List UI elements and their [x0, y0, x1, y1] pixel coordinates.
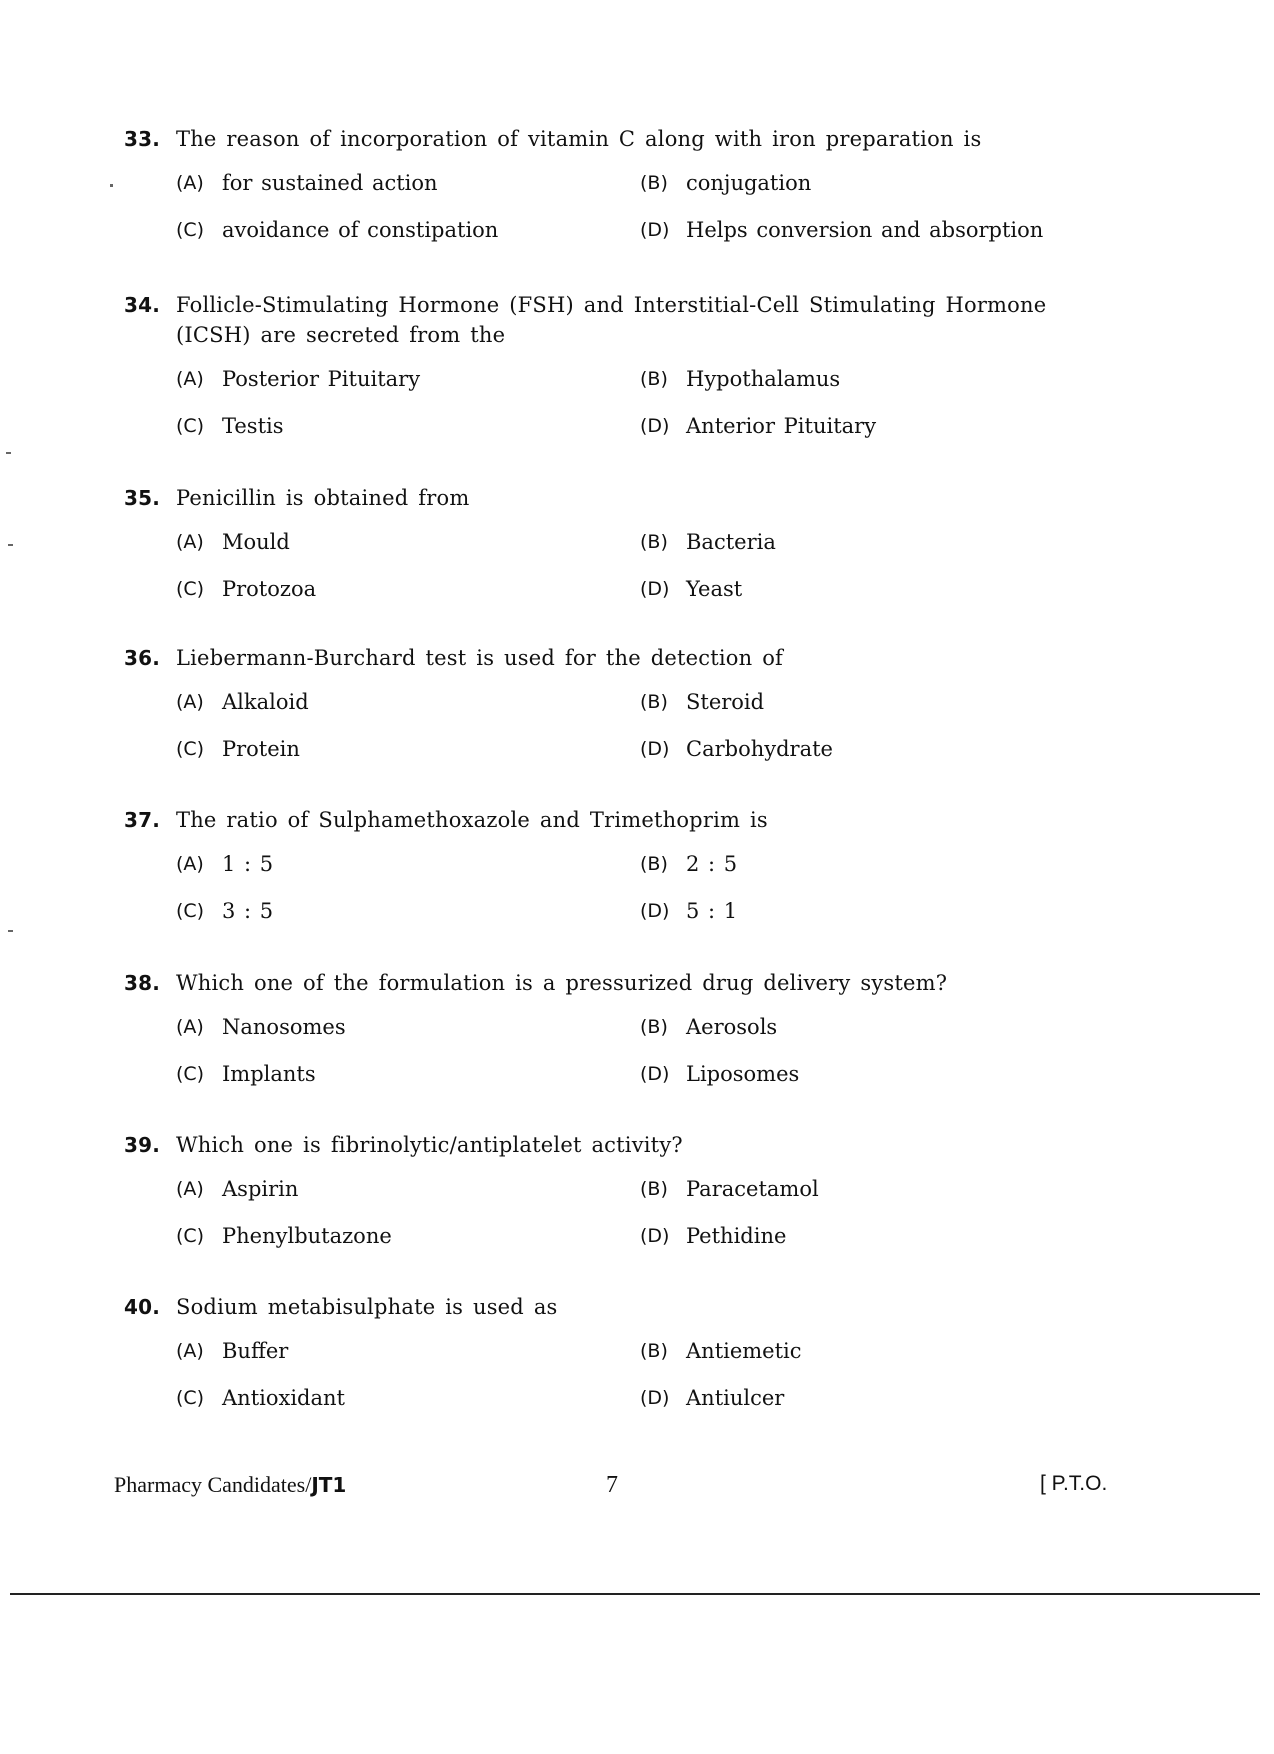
- option-label: (A): [176, 368, 204, 390]
- option-b: [640, 687, 1140, 717]
- question-34: [124, 290, 1124, 441]
- question-text: The ratio of Sulphamethoxazole and Trimethoprim is: [176, 808, 768, 832]
- options-grid: [176, 527, 1124, 604]
- option-b: [640, 849, 1140, 879]
- option-label: (D): [640, 219, 670, 241]
- option-d: [640, 1059, 1140, 1089]
- option-text: Bacteria: [686, 530, 776, 554]
- option-text: Antiulcer: [686, 1386, 785, 1410]
- question-36: [124, 643, 1124, 764]
- scan-speck: [6, 452, 11, 454]
- option-text: Helps conversion and absorption: [686, 218, 1044, 242]
- question-number: 35.: [124, 486, 161, 510]
- question-text: Liebermann-Burchard test is used for the detection of: [176, 646, 784, 670]
- option-label: (D): [640, 578, 670, 600]
- option-text: for sustained action: [222, 171, 438, 195]
- option-text: Phenylbutazone: [222, 1224, 392, 1248]
- option-d: [640, 1383, 1140, 1413]
- question-38: [124, 968, 1124, 1089]
- question-text: Follicle-Stimulating Hormone (FSH) and Interstitial-Cell Stimulating Hormone (ICSH) are secreted from the: [176, 293, 1047, 347]
- footer-prefix: Pharmacy Candidates/: [114, 1472, 312, 1497]
- option-a: [176, 849, 640, 879]
- option-label: (D): [640, 415, 670, 437]
- option-d: [640, 215, 1140, 245]
- option-text: Anterior Pituitary: [686, 414, 877, 438]
- question-stem: [124, 1292, 1124, 1322]
- options-grid: [176, 849, 1124, 926]
- option-label: (D): [640, 1387, 670, 1409]
- option-c: [176, 1383, 640, 1413]
- option-b: [640, 1012, 1140, 1042]
- option-a: [176, 364, 640, 394]
- option-b: [640, 364, 1140, 394]
- question-stem: [124, 483, 1124, 513]
- option-text: 2 : 5: [686, 852, 738, 876]
- option-label: (B): [640, 531, 668, 553]
- option-label: (A): [176, 853, 204, 875]
- option-text: conjugation: [686, 171, 812, 195]
- option-label: (B): [640, 691, 668, 713]
- question-33: [124, 124, 1124, 245]
- option-label: (C): [176, 900, 205, 922]
- scan-speck: [8, 930, 13, 932]
- question-text: Which one is fibrinolytic/antiplatelet activity?: [176, 1133, 683, 1157]
- option-a: [176, 527, 640, 557]
- option-text: Aerosols: [686, 1015, 778, 1039]
- option-label: (B): [640, 853, 668, 875]
- options-grid: [176, 168, 1124, 245]
- option-text: Paracetamol: [686, 1177, 819, 1201]
- option-b: [640, 527, 1140, 557]
- option-label: (A): [176, 1340, 204, 1362]
- question-39: [124, 1130, 1124, 1251]
- option-c: [176, 896, 640, 926]
- question-35: [124, 483, 1124, 604]
- option-label: (C): [176, 415, 205, 437]
- question-number: 37.: [124, 808, 161, 832]
- option-text: Carbohydrate: [686, 737, 833, 761]
- question-stem: [124, 643, 1124, 673]
- question-number: 36.: [124, 646, 161, 670]
- option-label: (D): [640, 738, 670, 760]
- option-label: (A): [176, 691, 204, 713]
- option-label: (C): [176, 219, 205, 241]
- bottom-rule: [10, 1593, 1260, 1595]
- question-stem: [124, 1130, 1124, 1160]
- question-stem: [124, 805, 1124, 835]
- option-label: (C): [176, 578, 205, 600]
- footer-code: JT1: [311, 1473, 347, 1497]
- option-text: Liposomes: [686, 1062, 800, 1086]
- option-a: [176, 1174, 640, 1204]
- option-c: [176, 411, 640, 441]
- option-text: Protein: [222, 737, 300, 761]
- option-label: (B): [640, 1178, 668, 1200]
- option-label: (A): [176, 172, 204, 194]
- option-label: (B): [640, 172, 668, 194]
- option-label: (B): [640, 1340, 668, 1362]
- option-label: (A): [176, 531, 204, 553]
- question-37: [124, 805, 1124, 926]
- question-stem: [124, 290, 1124, 350]
- option-d: [640, 896, 1140, 926]
- options-grid: [176, 1336, 1124, 1413]
- option-c: [176, 1059, 640, 1089]
- option-text: Protozoa: [222, 577, 317, 601]
- option-c: [176, 574, 640, 604]
- option-text: Testis: [222, 414, 284, 438]
- option-text: Implants: [222, 1062, 316, 1086]
- option-text: Alkaloid: [222, 690, 309, 714]
- options-grid: [176, 1174, 1124, 1251]
- option-text: Antioxidant: [222, 1386, 345, 1410]
- option-text: Aspirin: [222, 1177, 299, 1201]
- option-a: [176, 687, 640, 717]
- question-number: 33.: [124, 127, 161, 151]
- option-c: [176, 734, 640, 764]
- page-number: 7: [606, 1472, 618, 1498]
- question-number: 38.: [124, 971, 161, 995]
- option-text: 5 : 1: [686, 899, 738, 923]
- option-a: [176, 1336, 640, 1366]
- option-text: avoidance of constipation: [222, 218, 499, 242]
- options-grid: [176, 1012, 1124, 1089]
- option-b: [640, 168, 1140, 198]
- option-label: (A): [176, 1178, 204, 1200]
- option-c: [176, 215, 640, 245]
- question-text: The reason of incorporation of vitamin C along with iron preparation is: [176, 127, 982, 151]
- option-text: Pethidine: [686, 1224, 787, 1248]
- option-label: (D): [640, 900, 670, 922]
- question-stem: [124, 968, 1124, 998]
- option-d: [640, 574, 1140, 604]
- option-b: [640, 1336, 1140, 1366]
- question-number: 40.: [124, 1295, 161, 1319]
- footer-exam-code: [114, 1472, 346, 1498]
- option-label: (A): [176, 1016, 204, 1038]
- scan-speck: [8, 544, 13, 546]
- option-text: Buffer: [222, 1339, 289, 1363]
- option-text: Nanosomes: [222, 1015, 346, 1039]
- option-label: (B): [640, 1016, 668, 1038]
- option-text: Yeast: [686, 577, 743, 601]
- option-label: (B): [640, 368, 668, 390]
- option-d: [640, 1221, 1140, 1251]
- option-label: (C): [176, 1225, 205, 1247]
- option-text: Posterior Pituitary: [222, 367, 421, 391]
- option-text: Steroid: [686, 690, 765, 714]
- options-grid: [176, 364, 1124, 441]
- question-40: [124, 1292, 1124, 1413]
- option-a: [176, 1012, 640, 1042]
- option-d: [640, 734, 1140, 764]
- question-stem: [124, 124, 1124, 154]
- question-number: 34.: [124, 293, 161, 317]
- option-text: Mould: [222, 530, 290, 554]
- option-text: Antiemetic: [686, 1339, 802, 1363]
- option-c: [176, 1221, 640, 1251]
- option-text: Hypothalamus: [686, 367, 841, 391]
- option-d: [640, 411, 1140, 441]
- pto-marker: [ P.T.O.: [1040, 1472, 1108, 1495]
- option-text: 3 : 5: [222, 899, 274, 923]
- scan-speck: [110, 184, 113, 187]
- question-number: 39.: [124, 1133, 161, 1157]
- option-a: [176, 168, 640, 198]
- option-label: (D): [640, 1063, 670, 1085]
- question-text: Which one of the formulation is a pressurized drug delivery system?: [176, 971, 948, 995]
- options-grid: [176, 687, 1124, 764]
- option-b: [640, 1174, 1140, 1204]
- option-label: (C): [176, 738, 205, 760]
- option-label: (D): [640, 1225, 670, 1247]
- question-text: Penicillin is obtained from: [176, 486, 470, 510]
- option-text: 1 : 5: [222, 852, 274, 876]
- option-label: (C): [176, 1063, 205, 1085]
- option-label: (C): [176, 1387, 205, 1409]
- question-text: Sodium metabisulphate is used as: [176, 1295, 558, 1319]
